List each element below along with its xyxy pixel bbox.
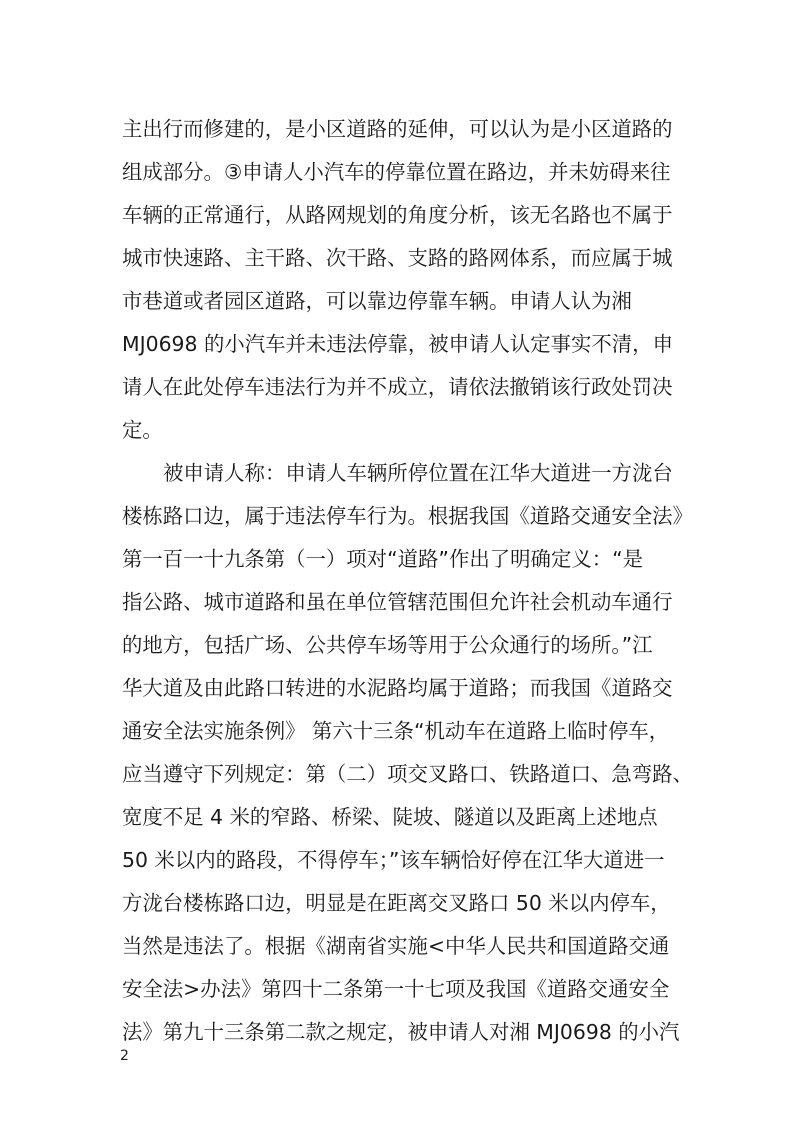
text-line: 50 米以内的路段，不得停车；”该车辆恰好停在江华大道进一 [122, 848, 665, 872]
text-line: 定。 [122, 418, 163, 442]
text-line: 方泷台楼栋路口边，明显是在距离交叉路口 50 米以内停车， [122, 891, 671, 915]
text-line: 车辆的正常通行，从路网规划的角度分析，该无名路也不属于 [122, 203, 673, 227]
page-number: 2 [120, 1048, 129, 1064]
text-line: 楼栋路口边，属于违法停车行为。根据我国《道路交通安全法》 [122, 504, 693, 528]
text-line: MJ0698 的小汽车并未违法停靠，被申请人认定事实不清，申 [122, 332, 673, 356]
text-line: 第一百一十九条第（一）项对“道路”作出了明确定义：“是 [122, 547, 644, 571]
text-line: 应当遵守下列规定：第（二）项交叉路口、铁路道口、急弯路、 [122, 762, 693, 786]
text-line: 的地方，包括广场、公共停车场等用于公众通行的场所。”江 [122, 633, 653, 657]
text-line: 组成部分。③申请人小汽车的停靠位置在路边，并未妨碍来往 [122, 160, 671, 184]
text-line: 安全法>办法》第四十二条第一十七项及我国《道路交通安全 [122, 977, 670, 1001]
text-line: 法》第九十三条第二款之规定，被申请人对湘 MJ0698 的小汽 [122, 1020, 680, 1044]
text-line: 主出行而修建的，是小区道路的延伸，可以认为是小区道路的 [122, 117, 673, 141]
paragraph-first-line: 被申请人称：申请人车辆所停位置在江华大道进一方泷台 [163, 461, 673, 485]
text-line: 宽度不足 4 米的窄路、桥梁、陡坡、隧道以及距离上述地点 [122, 805, 658, 829]
body-text [122, 108, 693, 1054]
text-line: 指公路、城市道路和虽在单位管辖范围但允许社会机动车通行 [122, 590, 673, 614]
text-line: 华大道及由此路口转进的水泥路均属于道路；而我国《道路交 [122, 676, 673, 700]
text-line: 市巷道或者园区道路，可以靠边停靠车辆。申请人认为湘 [122, 289, 632, 313]
text-line: 城市快速路、主干路、次干路、支路的路网体系，而应属于城 [122, 246, 673, 270]
text-line: 当然是违法了。根据《湖南省实施<中华人民共和国道路交通 [122, 934, 670, 958]
text-line: 通安全法实施条例》 第六十三条“机动车在道路上临时停车， [122, 719, 670, 743]
text-line: 请人在此处停车违法行为并不成立，请依法撤销该行政处罚决 [122, 375, 673, 399]
